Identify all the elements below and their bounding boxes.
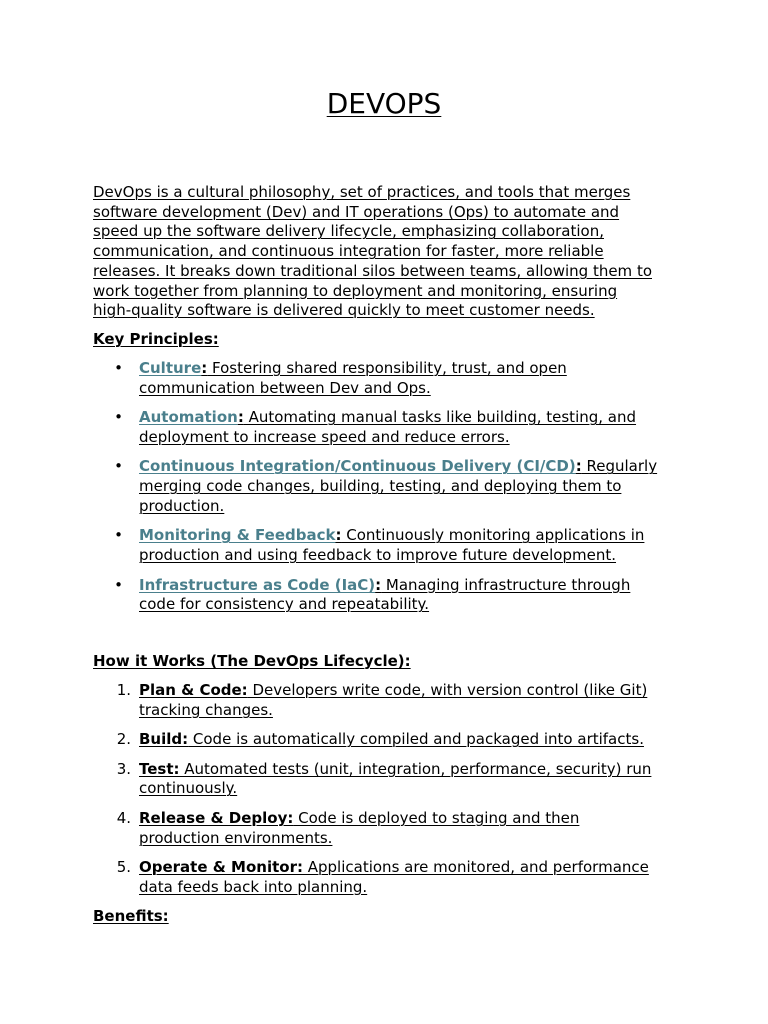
step-term: Release & Deploy: [139,808,294,827]
item-text: Applications are monitored, and performance [302,858,649,877]
list-item [93,809,693,848]
item-text: Code is deployed to staging and then [293,808,580,827]
list-item [93,858,693,897]
list-number: 5. [116,858,131,877]
item-text: data feeds back into planning. [139,877,368,896]
benefits-heading: Benefits: [93,907,169,925]
list-item: • Monitoring & Feedback: Continuously monitoring applications in production and using feedback to improve future development. [93,526,693,565]
item-text: Fostering shared responsibility, trust, and open [207,359,567,377]
term-link-iac[interactable]: Infrastructure as Code (IaC) [139,575,376,594]
item-text: communication between Dev and Ops. [139,378,431,397]
term-link-ci-cd[interactable]: Continuous Integration/Continuous Delivery (CI/CD) [139,457,576,476]
list-number: 1. [116,681,131,699]
item-text: production. [139,496,225,515]
intro-line: high-quality software is delivered quickly to meet customer needs. [93,301,595,320]
intro-line: releases. It breaks down traditional silos between teams, allowing them to [93,261,652,280]
term-link-culture[interactable]: Culture [139,359,202,377]
lifecycle-list [93,681,693,907]
step-term: Build: [139,730,189,749]
item-text: Regularly [581,457,658,476]
bullet-marker: • [114,526,123,545]
bullet-marker: • [114,575,123,594]
list-item [93,681,693,720]
lifecycle-heading: How it Works (The DevOps Lifecycle): [93,652,411,670]
key-principles-list [93,359,693,625]
item-text: Continuously monitoring applications in [341,526,645,545]
step-term: Operate & Monitor: [139,858,303,877]
list-item: • Infrastructure as Code (IaC): Managing infrastructure through code for consistency and repeatability. [93,576,693,615]
bullet-marker: • [114,408,123,427]
intro-paragraph [93,183,693,321]
item-text: Code is automatically compiled and packaged into artifacts. [188,730,644,749]
item-text: production environments. [139,828,333,847]
bullet-marker: • [114,359,123,377]
list-item [93,760,693,799]
step-term: Test: [139,759,180,778]
item-text: code for consistency and repeatability. [139,595,430,614]
item-text: continuously. [139,779,238,798]
item-text: deployment to increase speed and reduce errors. [139,427,510,446]
list-number: 2. [116,730,131,749]
key-principles-heading: Key Principles: [93,330,219,348]
step-term: Plan & Code: [139,681,248,699]
intro-line: DevOps is a cultural philosophy, set of practices, and tools that merges [93,183,631,201]
list-item: • Automation: Automating manual tasks like building, testing, and deployment to increase speed and reduce errors. [93,408,693,447]
intro-line: communication, and continuous integration for faster, more reliable [93,242,604,261]
page-title: DEVOPS [326,87,442,120]
item-text: merging code changes, building, testing, and deploying them to [139,477,622,496]
bullet-marker: • [114,457,123,476]
term-link-monitoring-feedback[interactable]: Monitoring & Feedback [139,526,336,545]
term-link-automation[interactable]: Automation [139,408,238,427]
intro-line: work together from planning to deployment and monitoring, ensuring [93,281,618,300]
item-text: tracking changes. [139,700,273,719]
list-item [93,730,693,750]
item-text: production and using feedback to improve future development. [139,546,617,565]
item-text: Automating manual tasks like building, testing, and [243,408,637,427]
item-text: Automated tests (unit, integration, performance, security) run [179,759,652,778]
item-text: Developers write code, with version control (like Git) [247,681,648,699]
item-text: Managing infrastructure through [381,575,631,594]
list-number: 4. [116,808,131,827]
intro-line: software development (Dev) and IT operations (Ops) to automate and [93,202,620,221]
list-number: 3. [116,759,131,778]
list-item: • Culture: Fostering shared responsibility, trust, and open communication between Dev and Ops. [93,359,693,398]
intro-line: speed up the software delivery lifecycle, emphasizing collaboration, [93,222,604,241]
list-item: • Continuous Integration/Continuous Delivery (CI/CD): Regularly merging code changes, building, testing, and deploying them to production. [93,457,693,516]
